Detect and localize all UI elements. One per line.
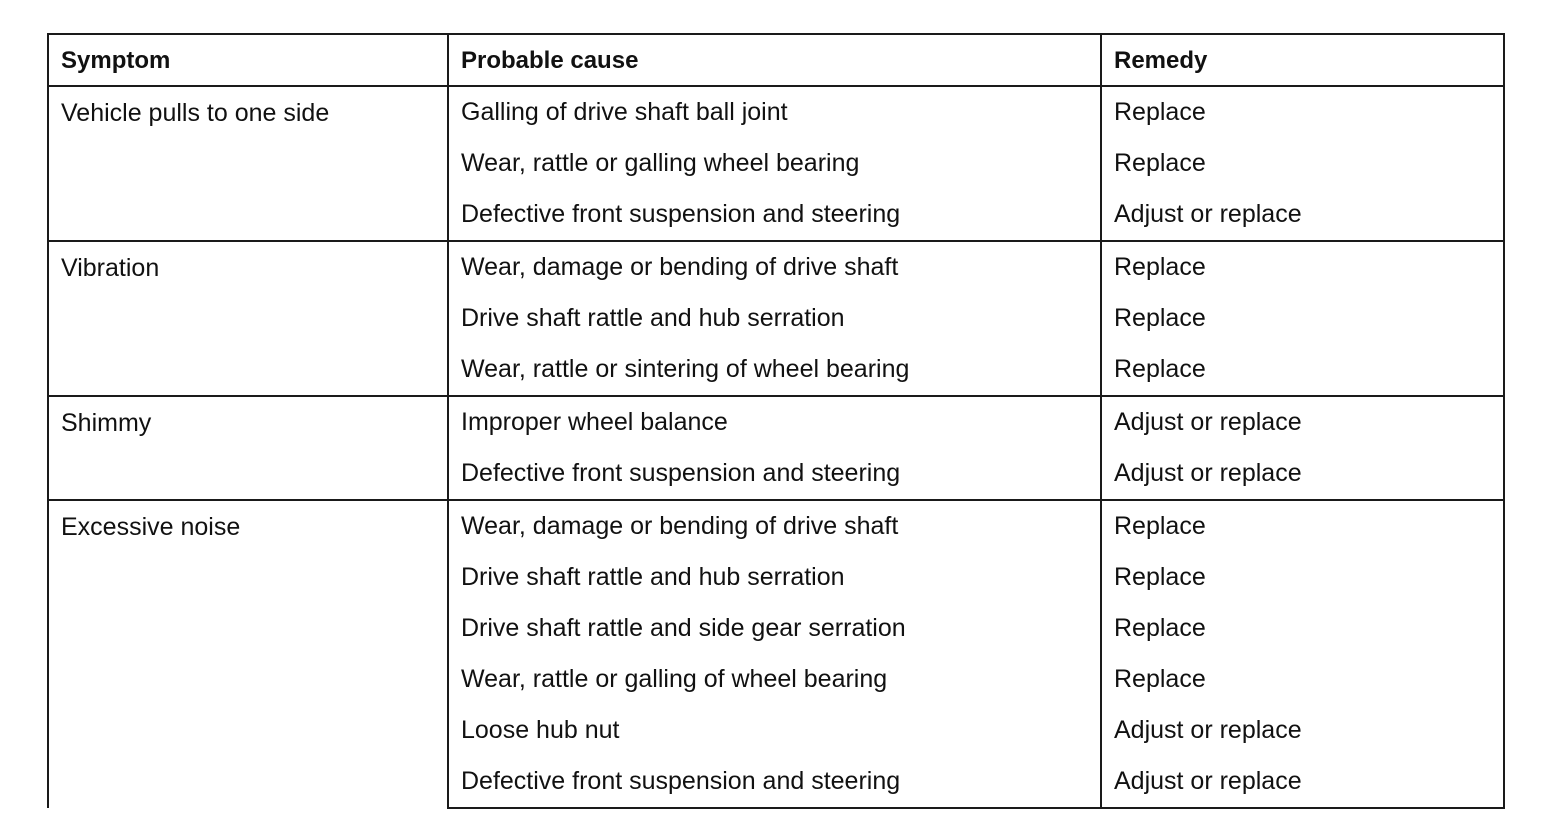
header-remedy: Remedy — [1101, 34, 1504, 86]
cause-cell: Wear, rattle or sintering of wheel bearing — [448, 344, 1101, 396]
symptom-cell: Vehicle pulls to one side — [48, 86, 448, 241]
remedy-cell: Adjust or replace — [1101, 756, 1504, 808]
cause-cell: Loose hub nut — [448, 705, 1101, 756]
header-probable-cause: Probable cause — [448, 34, 1101, 86]
troubleshooting-page — [47, 33, 1503, 809]
remedy-cell: Replace — [1101, 500, 1504, 552]
cause-cell: Wear, rattle or galling wheel bearing — [448, 138, 1101, 189]
remedy-cell: Replace — [1101, 293, 1504, 344]
cause-cell: Defective front suspension and steering — [448, 448, 1101, 500]
cause-cell: Wear, damage or bending of drive shaft — [448, 500, 1101, 552]
symptom-cell: Shimmy — [48, 396, 448, 500]
cause-cell: Wear, rattle or galling of wheel bearing — [448, 654, 1101, 705]
remedy-cell: Adjust or replace — [1101, 189, 1504, 241]
remedy-cell: Replace — [1101, 241, 1504, 293]
cause-cell: Galling of drive shaft ball joint — [448, 86, 1101, 138]
cause-cell: Drive shaft rattle and hub serration — [448, 552, 1101, 603]
remedy-cell: Replace — [1101, 86, 1504, 138]
cause-cell: Wear, damage or bending of drive shaft — [448, 241, 1101, 293]
remedy-cell: Replace — [1101, 552, 1504, 603]
cause-cell: Drive shaft rattle and hub serration — [448, 293, 1101, 344]
remedy-cell: Adjust or replace — [1101, 448, 1504, 500]
remedy-cell: Replace — [1101, 344, 1504, 396]
table-row — [48, 241, 1504, 293]
remedy-cell: Replace — [1101, 654, 1504, 705]
table-row — [48, 86, 1504, 138]
symptom-cell: Excessive noise — [48, 500, 448, 808]
symptom-cell: Vibration — [48, 241, 448, 396]
remedy-cell: Replace — [1101, 138, 1504, 189]
table-row — [48, 500, 1504, 552]
remedy-cell: Adjust or replace — [1101, 396, 1504, 448]
cause-cell: Defective front suspension and steering — [448, 189, 1101, 241]
remedy-cell: Adjust or replace — [1101, 705, 1504, 756]
cause-cell: Drive shaft rattle and side gear serration — [448, 603, 1101, 654]
table-body — [48, 86, 1504, 808]
troubleshooting-table — [47, 33, 1505, 809]
table-row — [48, 396, 1504, 448]
cause-cell: Defective front suspension and steering — [448, 756, 1101, 808]
header-row — [48, 34, 1504, 86]
cause-cell: Improper wheel balance — [448, 396, 1101, 448]
header-symptom: Symptom — [48, 34, 448, 86]
remedy-cell: Replace — [1101, 603, 1504, 654]
